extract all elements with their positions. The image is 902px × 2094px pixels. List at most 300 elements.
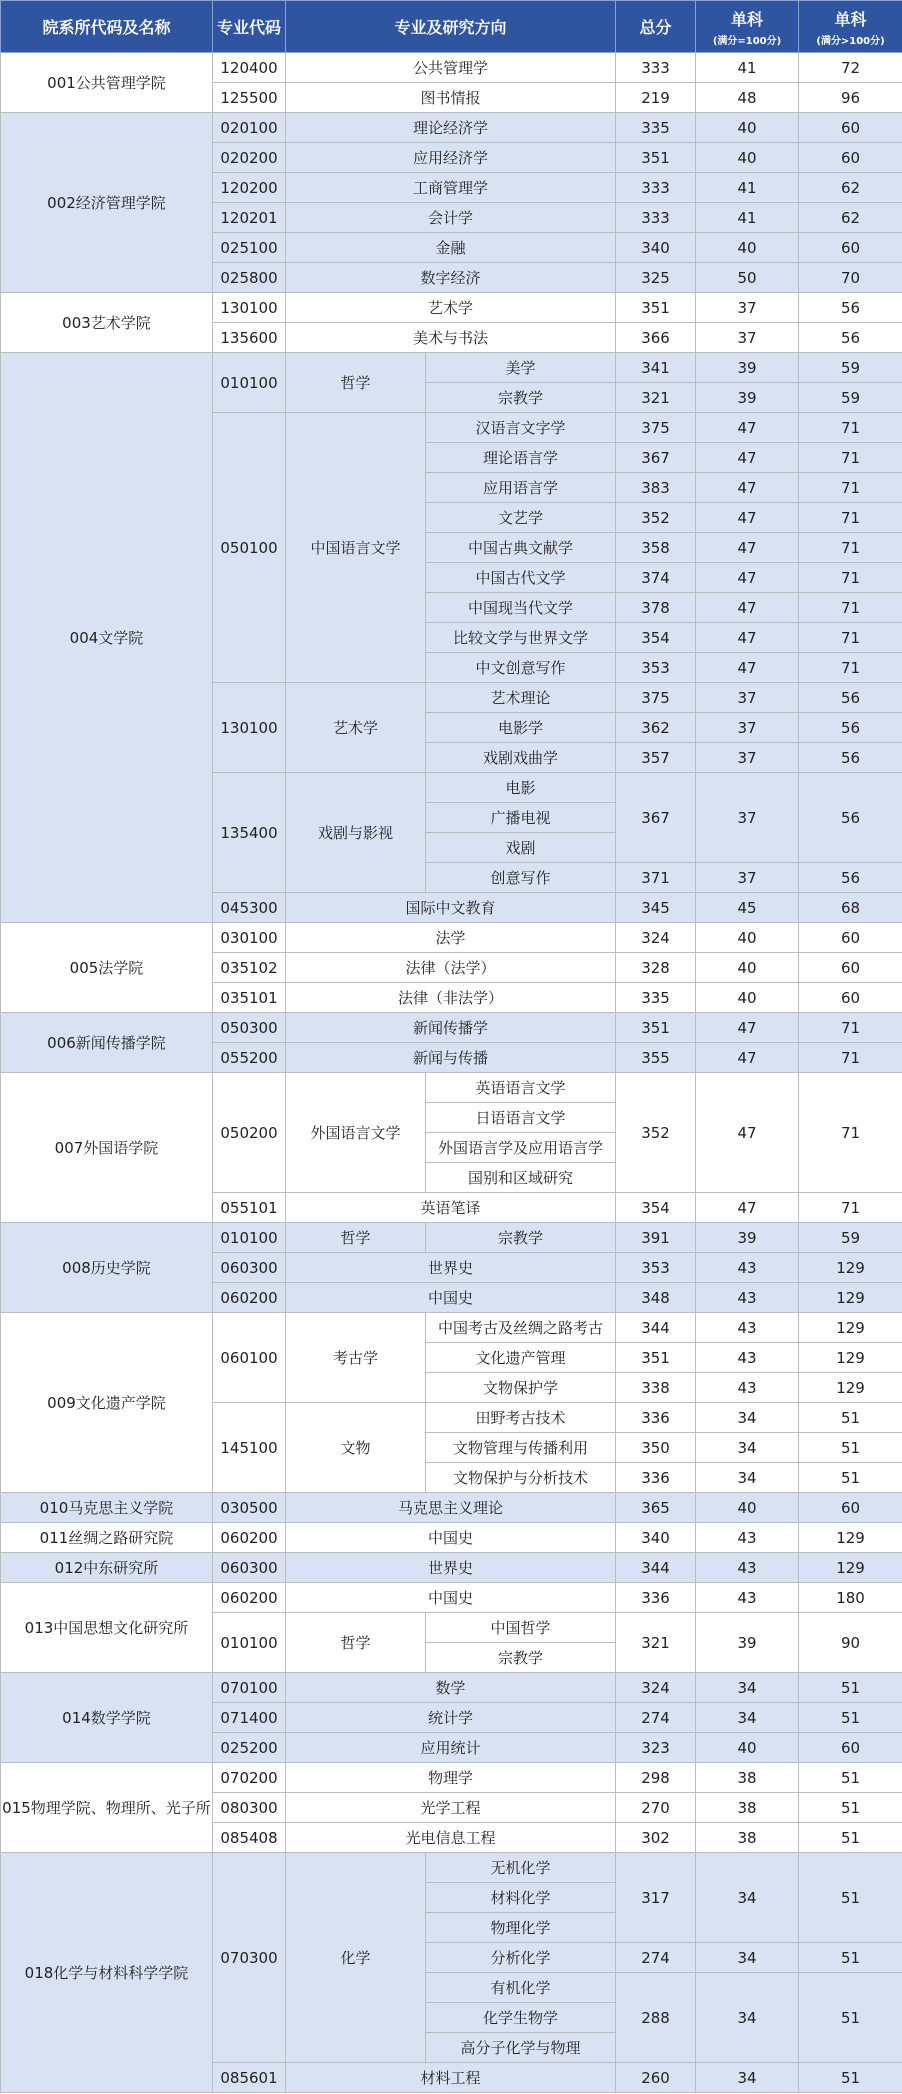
total-score-cell: 351 [616, 143, 696, 173]
single-gt100-cell: 71 [799, 503, 902, 533]
major-code-cell: 130100 [213, 293, 286, 323]
single-100-cell: 37 [696, 713, 799, 743]
single-gt100-cell: 68 [799, 893, 902, 923]
direction-cell: 中文创意写作 [426, 653, 616, 683]
major-code-cell: 010100 [213, 353, 286, 413]
table-row [1, 923, 902, 953]
college-cell: 014数学学院 [1, 1673, 213, 1763]
major-code-cell: 010100 [213, 1613, 286, 1673]
single-gt100-cell: 51 [799, 1463, 902, 1493]
major-code-cell: 055101 [213, 1193, 286, 1223]
single-100-cell: 38 [696, 1793, 799, 1823]
single-100-cell: 37 [696, 323, 799, 353]
single-100-cell: 41 [696, 173, 799, 203]
single-gt100-cell: 56 [799, 683, 902, 713]
major-direction-cell: 法学 [286, 923, 616, 953]
table-row [1, 1313, 902, 1343]
major-direction-cell: 艺术学 [286, 293, 616, 323]
single-gt100-cell: 51 [799, 1433, 902, 1463]
single-gt100-cell: 56 [799, 773, 902, 863]
major-code-cell: 135400 [213, 773, 286, 893]
single-100-cell: 37 [696, 683, 799, 713]
major-direction-cell: 数学 [286, 1673, 616, 1703]
major-direction-cell: 英语笔译 [286, 1193, 616, 1223]
header-single-gt100-sub: (满分>100分) [816, 35, 885, 47]
major-code-cell: 035101 [213, 983, 286, 1013]
single-gt100-cell: 129 [799, 1313, 902, 1343]
total-score-cell: 298 [616, 1763, 696, 1793]
major-direction-cell: 物理学 [286, 1763, 616, 1793]
single-100-cell: 39 [696, 383, 799, 413]
total-score-cell: 351 [616, 1013, 696, 1043]
total-score-cell: 335 [616, 113, 696, 143]
total-score-cell: 288 [616, 1973, 696, 2063]
total-score-cell: 383 [616, 473, 696, 503]
major-direction-cell: 中国史 [286, 1283, 616, 1313]
college-cell: 010马克思主义学院 [1, 1493, 213, 1523]
direction-cell: 中国哲学 [426, 1613, 616, 1643]
major-direction-cell: 数字经济 [286, 263, 616, 293]
single-gt100-cell: 71 [799, 1013, 902, 1043]
major-code-cell: 060200 [213, 1283, 286, 1313]
single-gt100-cell: 51 [799, 2063, 902, 2093]
single-100-cell: 34 [696, 1673, 799, 1703]
total-score-cell: 321 [616, 383, 696, 413]
total-score-cell: 354 [616, 623, 696, 653]
single-100-cell: 47 [696, 1193, 799, 1223]
major-code-cell: 145100 [213, 1403, 286, 1493]
single-gt100-cell: 129 [799, 1253, 902, 1283]
table-row [1, 1853, 902, 1883]
college-cell: 008历史学院 [1, 1223, 213, 1313]
single-gt100-cell: 51 [799, 1793, 902, 1823]
college-cell: 015物理学院、物理所、光子所 [1, 1763, 213, 1853]
total-score-cell: 352 [616, 1073, 696, 1193]
direction-cell: 化学生物学 [426, 2003, 616, 2033]
direction-cell: 比较文学与世界文学 [426, 623, 616, 653]
major-code-cell: 125500 [213, 83, 286, 113]
major-category-cell: 戏剧与影视 [286, 773, 426, 893]
direction-cell: 外国语言学及应用语言学 [426, 1133, 616, 1163]
single-gt100-cell: 71 [799, 1193, 902, 1223]
header-major-direction: 专业及研究方向 [286, 1, 616, 53]
single-100-cell: 43 [696, 1523, 799, 1553]
direction-cell: 应用语言学 [426, 473, 616, 503]
single-gt100-cell: 71 [799, 1073, 902, 1193]
direction-cell: 文化遗产管理 [426, 1343, 616, 1373]
total-score-cell: 374 [616, 563, 696, 593]
single-gt100-cell: 129 [799, 1523, 902, 1553]
major-code-cell: 070200 [213, 1763, 286, 1793]
single-100-cell: 47 [696, 1013, 799, 1043]
direction-cell: 广播电视 [426, 803, 616, 833]
total-score-cell: 336 [616, 1463, 696, 1493]
total-score-cell: 323 [616, 1733, 696, 1763]
direction-cell: 创意写作 [426, 863, 616, 893]
single-100-cell: 40 [696, 113, 799, 143]
single-100-cell: 37 [696, 773, 799, 863]
major-category-cell: 哲学 [286, 1223, 426, 1253]
single-gt100-cell: 90 [799, 1613, 902, 1673]
single-gt100-cell: 60 [799, 233, 902, 263]
total-score-cell: 333 [616, 53, 696, 83]
table-row [1, 353, 902, 383]
total-score-cell: 354 [616, 1193, 696, 1223]
major-direction-cell: 光电信息工程 [286, 1823, 616, 1853]
total-score-cell: 367 [616, 443, 696, 473]
major-code-cell: 050300 [213, 1013, 286, 1043]
single-100-cell: 43 [696, 1583, 799, 1613]
major-category-cell: 文物 [286, 1403, 426, 1493]
single-gt100-cell: 56 [799, 323, 902, 353]
single-gt100-cell: 96 [799, 83, 902, 113]
single-gt100-cell: 71 [799, 413, 902, 443]
single-100-cell: 39 [696, 1613, 799, 1673]
total-score-cell: 391 [616, 1223, 696, 1253]
direction-cell: 中国古典文献学 [426, 533, 616, 563]
major-category-cell: 艺术学 [286, 683, 426, 773]
major-code-cell: 135600 [213, 323, 286, 353]
college-cell: 011丝绸之路研究院 [1, 1523, 213, 1553]
single-100-cell: 34 [696, 1463, 799, 1493]
major-category-cell: 哲学 [286, 1613, 426, 1673]
single-gt100-cell: 70 [799, 263, 902, 293]
single-100-cell: 41 [696, 203, 799, 233]
total-score-cell: 270 [616, 1793, 696, 1823]
direction-cell: 美学 [426, 353, 616, 383]
single-gt100-cell: 51 [799, 1943, 902, 1973]
single-gt100-cell: 51 [799, 1763, 902, 1793]
total-score-cell: 362 [616, 713, 696, 743]
major-direction-cell: 金融 [286, 233, 616, 263]
single-gt100-cell: 72 [799, 53, 902, 83]
single-100-cell: 34 [696, 1703, 799, 1733]
direction-cell: 宗教学 [426, 1643, 616, 1673]
college-cell: 006新闻传播学院 [1, 1013, 213, 1073]
direction-cell: 中国现当代文学 [426, 593, 616, 623]
single-gt100-cell: 60 [799, 1733, 902, 1763]
single-100-cell: 40 [696, 1733, 799, 1763]
major-code-cell: 030100 [213, 923, 286, 953]
single-gt100-cell: 51 [799, 1973, 902, 2063]
college-cell: 004文学院 [1, 353, 213, 923]
direction-cell: 中国古代文学 [426, 563, 616, 593]
single-gt100-cell: 60 [799, 923, 902, 953]
major-code-cell: 080300 [213, 1793, 286, 1823]
total-score-cell: 345 [616, 893, 696, 923]
direction-cell: 汉语言文字学 [426, 413, 616, 443]
direction-cell: 物理化学 [426, 1913, 616, 1943]
single-100-cell: 43 [696, 1373, 799, 1403]
single-gt100-cell: 62 [799, 173, 902, 203]
single-gt100-cell: 56 [799, 863, 902, 893]
single-gt100-cell: 60 [799, 113, 902, 143]
table-row [1, 1073, 902, 1103]
single-100-cell: 47 [696, 443, 799, 473]
single-100-cell: 37 [696, 863, 799, 893]
single-100-cell: 40 [696, 143, 799, 173]
total-score-cell: 341 [616, 353, 696, 383]
single-gt100-cell: 60 [799, 1493, 902, 1523]
single-gt100-cell: 51 [799, 1703, 902, 1733]
total-score-cell: 371 [616, 863, 696, 893]
direction-cell: 文物管理与传播利用 [426, 1433, 616, 1463]
total-score-cell: 353 [616, 653, 696, 683]
single-gt100-cell: 71 [799, 533, 902, 563]
major-category-cell: 考古学 [286, 1313, 426, 1403]
single-gt100-cell: 51 [799, 1673, 902, 1703]
single-100-cell: 40 [696, 983, 799, 1013]
direction-cell: 材料化学 [426, 1883, 616, 1913]
major-direction-cell: 新闻与传播 [286, 1043, 616, 1073]
college-cell: 001公共管理学院 [1, 53, 213, 113]
single-100-cell: 39 [696, 353, 799, 383]
single-100-cell: 47 [696, 503, 799, 533]
major-code-cell: 025100 [213, 233, 286, 263]
single-100-cell: 43 [696, 1253, 799, 1283]
major-code-cell: 120201 [213, 203, 286, 233]
single-100-cell: 48 [696, 83, 799, 113]
college-cell: 003艺术学院 [1, 293, 213, 353]
college-cell: 009文化遗产学院 [1, 1313, 213, 1493]
major-code-cell: 010100 [213, 1223, 286, 1253]
major-direction-cell: 材料工程 [286, 2063, 616, 2093]
major-direction-cell: 美术与书法 [286, 323, 616, 353]
single-gt100-cell: 59 [799, 1223, 902, 1253]
total-score-cell: 344 [616, 1553, 696, 1583]
college-cell: 013中国思想文化研究所 [1, 1583, 213, 1673]
direction-cell: 无机化学 [426, 1853, 616, 1883]
major-direction-cell: 法律（非法学） [286, 983, 616, 1013]
major-category-cell: 哲学 [286, 353, 426, 413]
table-row [1, 113, 902, 143]
total-score-cell: 317 [616, 1853, 696, 1943]
single-100-cell: 50 [696, 263, 799, 293]
major-code-cell: 085601 [213, 2063, 286, 2093]
total-score-cell: 375 [616, 413, 696, 443]
single-100-cell: 34 [696, 1403, 799, 1433]
total-score-cell: 353 [616, 1253, 696, 1283]
major-direction-cell: 应用经济学 [286, 143, 616, 173]
major-code-cell: 085408 [213, 1823, 286, 1853]
single-100-cell: 47 [696, 653, 799, 683]
single-100-cell: 38 [696, 1823, 799, 1853]
single-100-cell: 40 [696, 953, 799, 983]
single-gt100-cell: 71 [799, 563, 902, 593]
single-gt100-cell: 71 [799, 653, 902, 683]
major-code-cell: 055200 [213, 1043, 286, 1073]
major-code-cell: 060300 [213, 1253, 286, 1283]
table-row [1, 1523, 902, 1553]
single-100-cell: 34 [696, 1943, 799, 1973]
total-score-cell: 350 [616, 1433, 696, 1463]
total-score-cell: 336 [616, 1403, 696, 1433]
single-100-cell: 43 [696, 1283, 799, 1313]
major-code-cell: 050200 [213, 1073, 286, 1193]
direction-cell: 戏剧戏曲学 [426, 743, 616, 773]
single-100-cell: 47 [696, 1043, 799, 1073]
total-score-cell: 333 [616, 173, 696, 203]
single-gt100-cell: 71 [799, 623, 902, 653]
total-score-cell: 260 [616, 2063, 696, 2093]
major-direction-cell: 世界史 [286, 1253, 616, 1283]
major-code-cell: 071400 [213, 1703, 286, 1733]
total-score-cell: 340 [616, 233, 696, 263]
single-gt100-cell: 56 [799, 293, 902, 323]
major-direction-cell: 中国史 [286, 1583, 616, 1613]
single-100-cell: 47 [696, 563, 799, 593]
single-100-cell: 47 [696, 473, 799, 503]
table-row [1, 53, 902, 83]
major-code-cell: 025200 [213, 1733, 286, 1763]
single-100-cell: 38 [696, 1763, 799, 1793]
major-direction-cell: 新闻传播学 [286, 1013, 616, 1043]
direction-cell: 戏剧 [426, 833, 616, 863]
total-score-cell: 274 [616, 1943, 696, 1973]
major-direction-cell: 图书情报 [286, 83, 616, 113]
single-100-cell: 34 [696, 1973, 799, 2063]
major-code-cell: 060300 [213, 1553, 286, 1583]
single-100-cell: 47 [696, 1073, 799, 1193]
single-100-cell: 37 [696, 293, 799, 323]
single-100-cell: 39 [696, 1223, 799, 1253]
major-direction-cell: 应用统计 [286, 1733, 616, 1763]
college-cell: 018化学与材料科学学院 [1, 1853, 213, 2093]
direction-cell: 田野考古技术 [426, 1403, 616, 1433]
direction-cell: 有机化学 [426, 1973, 616, 2003]
table-row [1, 293, 902, 323]
major-category-cell: 化学 [286, 1853, 426, 2063]
major-code-cell: 130100 [213, 683, 286, 773]
major-code-cell: 070300 [213, 1853, 286, 2063]
single-gt100-cell: 51 [799, 1403, 902, 1433]
single-100-cell: 47 [696, 413, 799, 443]
single-100-cell: 41 [696, 53, 799, 83]
major-direction-cell: 公共管理学 [286, 53, 616, 83]
table-row [1, 1673, 902, 1703]
direction-cell: 文物保护与分析技术 [426, 1463, 616, 1493]
single-gt100-cell: 60 [799, 983, 902, 1013]
header-total: 总分 [616, 1, 696, 53]
major-code-cell: 035102 [213, 953, 286, 983]
direction-cell: 日语语言文学 [426, 1103, 616, 1133]
single-100-cell: 34 [696, 2063, 799, 2093]
major-code-cell: 120400 [213, 53, 286, 83]
header-single-gt100-label: 单科 [834, 9, 867, 29]
major-direction-cell: 理论经济学 [286, 113, 616, 143]
major-direction-cell: 统计学 [286, 1703, 616, 1733]
major-direction-cell: 马克思主义理论 [286, 1493, 616, 1523]
single-gt100-cell: 71 [799, 593, 902, 623]
single-gt100-cell: 129 [799, 1553, 902, 1583]
direction-cell: 宗教学 [426, 1223, 616, 1253]
total-score-cell: 321 [616, 1613, 696, 1673]
major-direction-cell: 会计学 [286, 203, 616, 233]
direction-cell: 高分子化学与物理 [426, 2033, 616, 2063]
total-score-cell: 351 [616, 293, 696, 323]
total-score-cell: 344 [616, 1313, 696, 1343]
total-score-cell: 333 [616, 203, 696, 233]
header-college: 院系所代码及名称 [1, 1, 213, 53]
single-gt100-cell: 71 [799, 443, 902, 473]
header-single-100-sub: (满分=100分) [712, 35, 782, 47]
single-gt100-cell: 129 [799, 1283, 902, 1313]
total-score-cell: 324 [616, 1673, 696, 1703]
direction-cell: 文物保护学 [426, 1373, 616, 1403]
college-cell: 002经济管理学院 [1, 113, 213, 293]
single-gt100-cell: 62 [799, 203, 902, 233]
college-cell: 005法学院 [1, 923, 213, 1013]
direction-cell: 中国考古及丝绸之路考古 [426, 1313, 616, 1343]
total-score-cell: 352 [616, 503, 696, 533]
single-gt100-cell: 71 [799, 1043, 902, 1073]
single-100-cell: 45 [696, 893, 799, 923]
direction-cell: 艺术理论 [426, 683, 616, 713]
direction-cell: 国别和区域研究 [426, 1163, 616, 1193]
table-row [1, 1583, 902, 1613]
total-score-cell: 274 [616, 1703, 696, 1733]
major-direction-cell: 中国史 [286, 1523, 616, 1553]
major-direction-cell: 世界史 [286, 1553, 616, 1583]
table-row [1, 1493, 902, 1523]
direction-cell: 宗教学 [426, 383, 616, 413]
table-header-row [1, 1, 902, 53]
major-code-cell: 020100 [213, 113, 286, 143]
total-score-cell: 348 [616, 1283, 696, 1313]
single-100-cell: 34 [696, 1853, 799, 1943]
major-category-cell: 外国语言文学 [286, 1073, 426, 1193]
total-score-cell: 302 [616, 1823, 696, 1853]
total-score-cell: 338 [616, 1373, 696, 1403]
major-code-cell: 120200 [213, 173, 286, 203]
major-code-cell: 060100 [213, 1313, 286, 1403]
total-score-cell: 358 [616, 533, 696, 563]
single-gt100-cell: 56 [799, 713, 902, 743]
single-gt100-cell: 60 [799, 143, 902, 173]
direction-cell: 电影 [426, 773, 616, 803]
table-row [1, 1763, 902, 1793]
table-body [1, 53, 902, 2093]
header-single-100 [696, 1, 799, 53]
single-gt100-cell: 71 [799, 473, 902, 503]
single-gt100-cell: 129 [799, 1373, 902, 1403]
single-100-cell: 37 [696, 743, 799, 773]
single-gt100-cell: 180 [799, 1583, 902, 1613]
direction-cell: 英语语言文学 [426, 1073, 616, 1103]
single-100-cell: 47 [696, 623, 799, 653]
total-score-cell: 335 [616, 983, 696, 1013]
major-direction-cell: 工商管理学 [286, 173, 616, 203]
total-score-cell: 325 [616, 263, 696, 293]
single-gt100-cell: 59 [799, 353, 902, 383]
table-row [1, 1553, 902, 1583]
major-category-cell: 中国语言文学 [286, 413, 426, 683]
major-code-cell: 060200 [213, 1583, 286, 1613]
single-100-cell: 47 [696, 593, 799, 623]
major-code-cell: 045300 [213, 893, 286, 923]
total-score-cell: 328 [616, 953, 696, 983]
college-cell: 007外国语学院 [1, 1073, 213, 1223]
single-100-cell: 43 [696, 1553, 799, 1583]
major-code-cell: 030500 [213, 1493, 286, 1523]
single-100-cell: 43 [696, 1343, 799, 1373]
major-direction-cell: 光学工程 [286, 1793, 616, 1823]
single-gt100-cell: 56 [799, 743, 902, 773]
total-score-cell: 340 [616, 1523, 696, 1553]
total-score-cell: 324 [616, 923, 696, 953]
header-major-code: 专业代码 [213, 1, 286, 53]
major-code-cell: 070100 [213, 1673, 286, 1703]
